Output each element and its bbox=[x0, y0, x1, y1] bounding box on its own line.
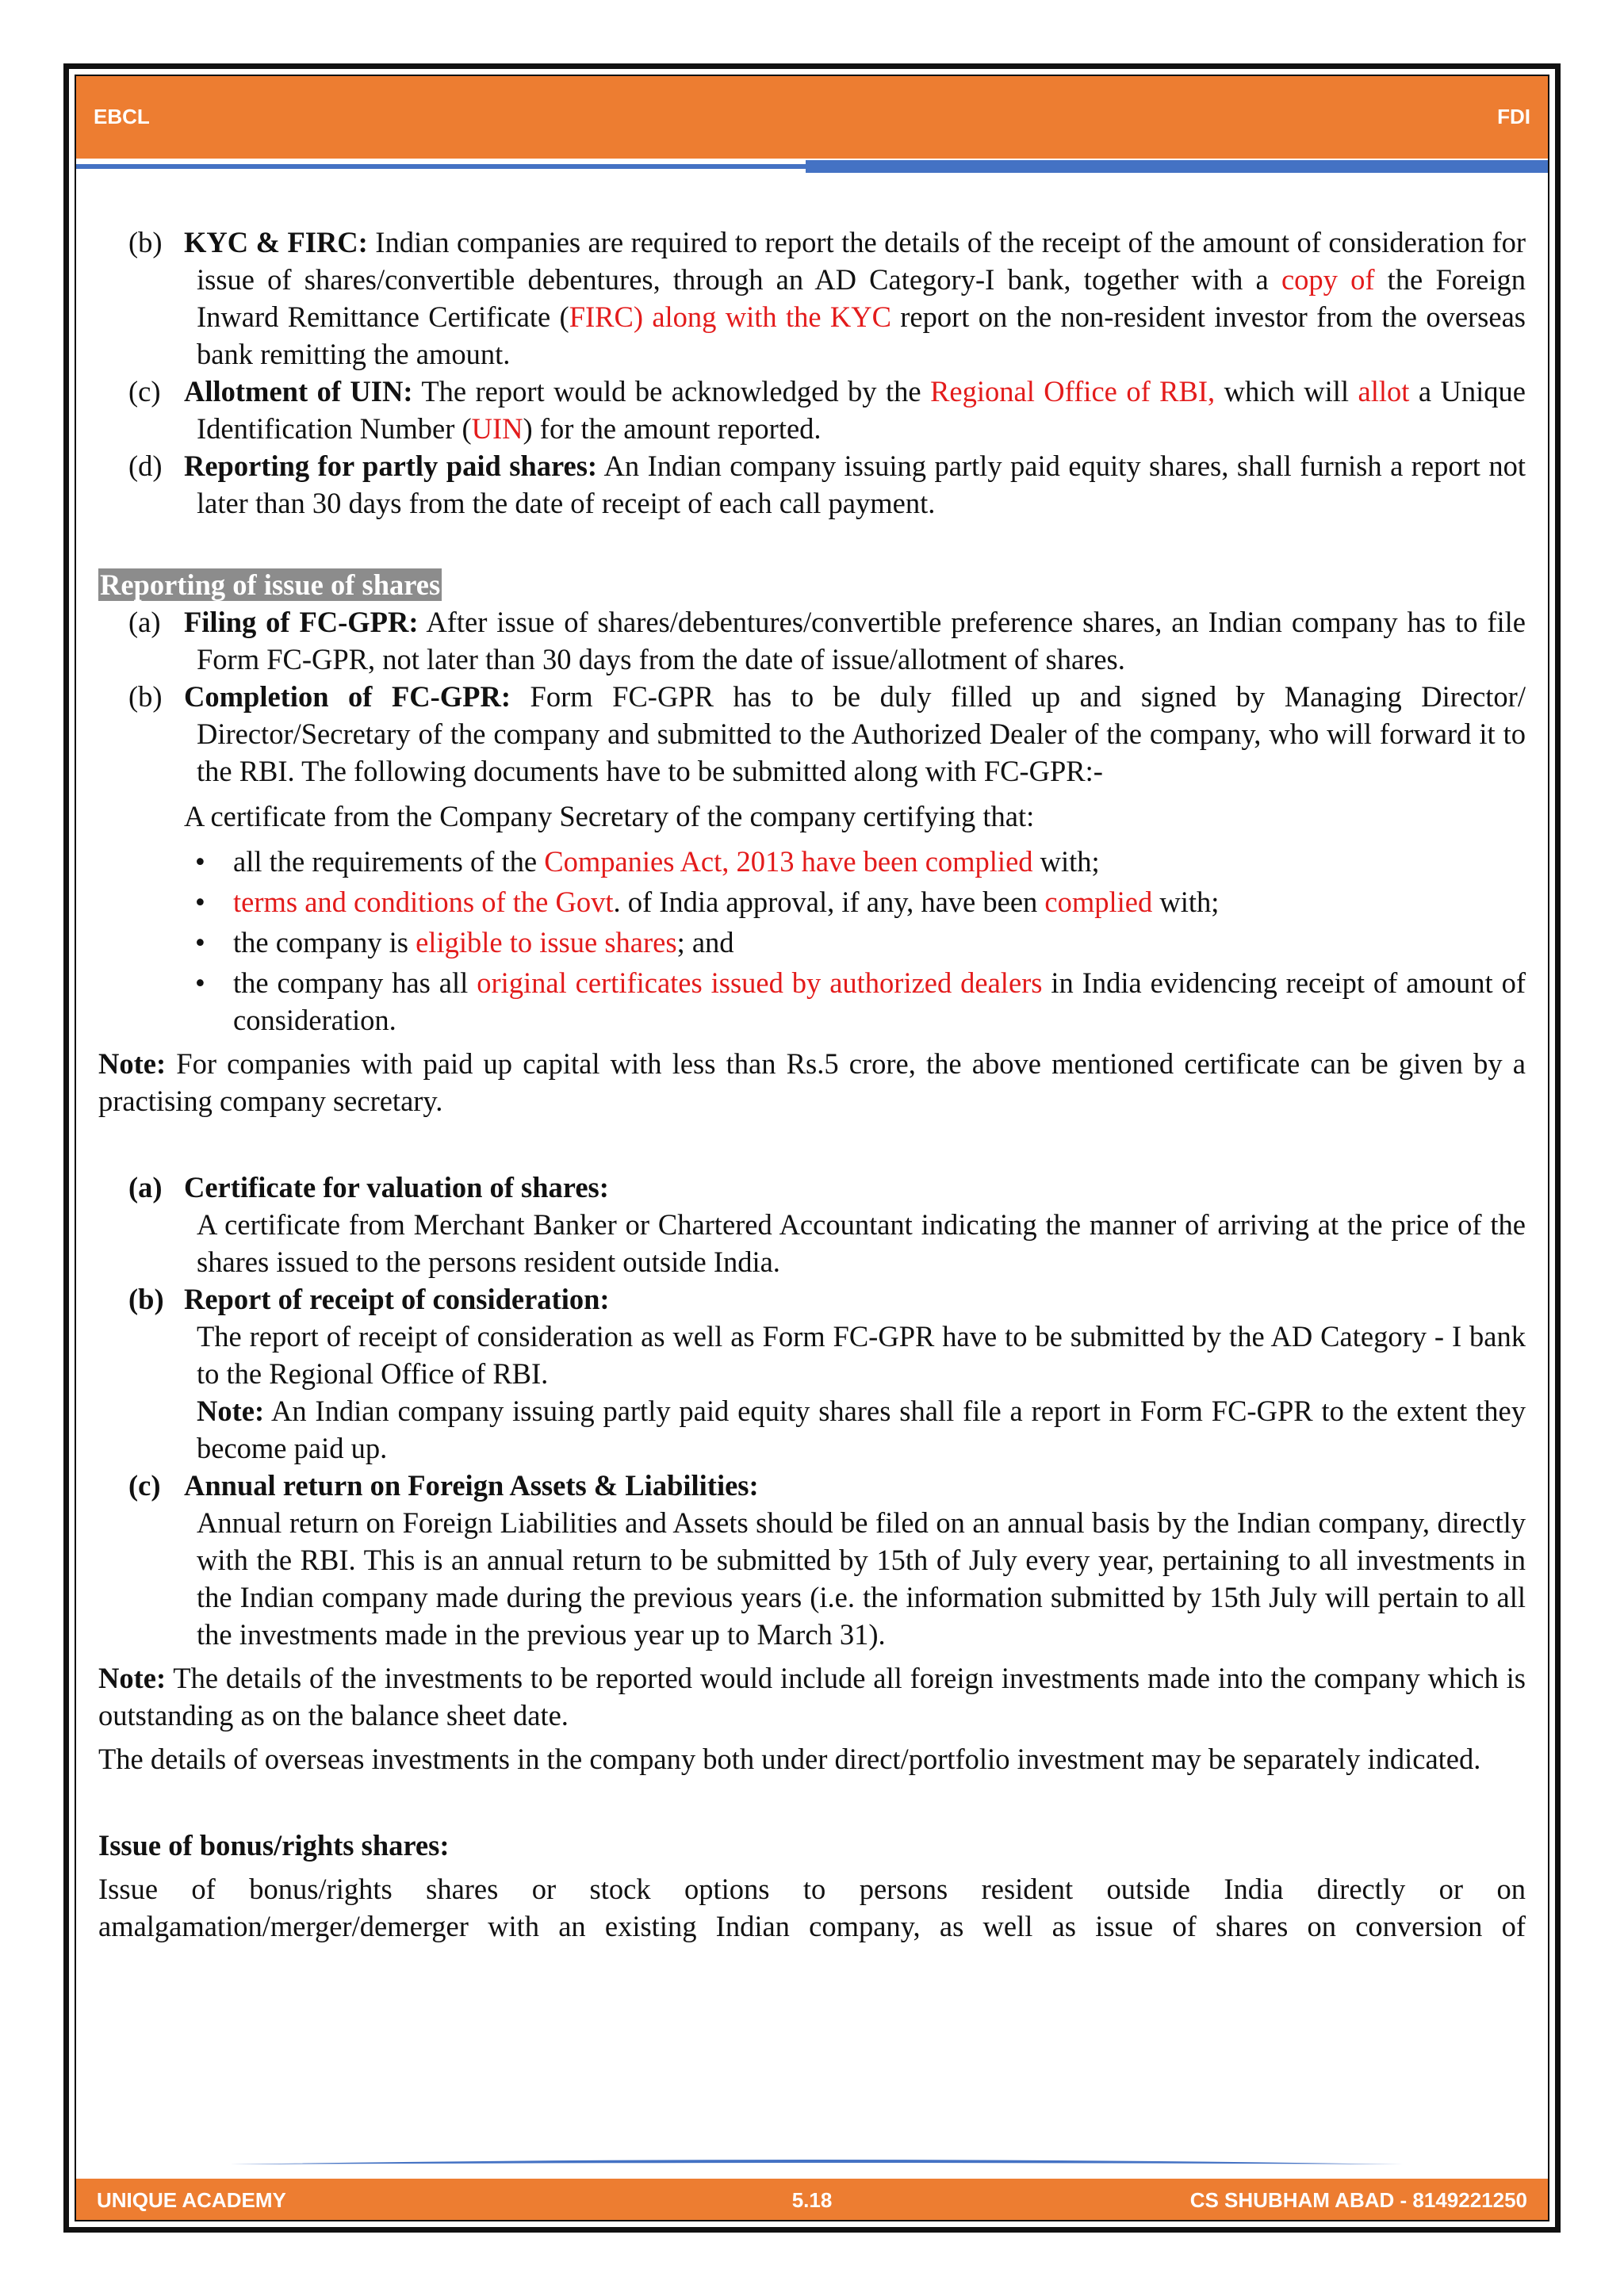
text-run: in India evidencing receipt of amount of consideration. bbox=[233, 966, 1526, 1036]
bullet-item bbox=[98, 964, 1526, 1039]
item-body: The report of receipt of consideration as well as Form FC-GPR have to be submitted by the AD Category - I bank to the Regional Office of RBI. bbox=[197, 1320, 1526, 1390]
item-title: Allotment of UIN: bbox=[184, 375, 413, 408]
item-kyc-firc bbox=[98, 224, 1526, 373]
bullet-text bbox=[233, 924, 1526, 961]
text-run: ; and bbox=[676, 926, 734, 959]
item-text bbox=[184, 603, 1526, 678]
page-header bbox=[76, 76, 1548, 159]
item-title: KYC & FIRC: bbox=[184, 226, 368, 258]
note-label: Note: bbox=[98, 1662, 167, 1694]
item-note bbox=[98, 1392, 1526, 1467]
item-label: (b) bbox=[128, 1283, 164, 1315]
highlight-text: complied bbox=[1044, 886, 1153, 918]
bullet-text bbox=[233, 883, 1526, 920]
item-filing-fc-gpr bbox=[98, 603, 1526, 678]
bullet-glyph: • bbox=[195, 966, 205, 999]
note-practising-secretary bbox=[98, 1045, 1526, 1119]
footer-left-text: UNIQUE ACADEMY bbox=[97, 2188, 286, 2212]
bullet-text bbox=[233, 964, 1526, 1039]
certificate-intro: A certificate from the Company Secretary of the company certifying that: bbox=[184, 800, 1035, 832]
highlight-text: Companies Act, 2013 have been complied bbox=[544, 845, 1033, 878]
highlight-text: original certificates issued by authorized dealers bbox=[477, 966, 1043, 999]
item-text bbox=[184, 447, 1526, 522]
item-title: Report of receipt of consideration: bbox=[184, 1283, 610, 1315]
text-run: An Indian company issuing partly paid equity shares shall file a report in Form FC-GPR to the extent they become paid up. bbox=[197, 1395, 1526, 1464]
text-run: After issue of shares/debentures/convertible preference shares, an Indian company has to file Form FC-GPR, not later than 30 days from the date of issue/allotment of shares. bbox=[197, 606, 1526, 675]
header-rule-thin bbox=[76, 164, 806, 169]
text-run: For companies with paid up capital with less than Rs.5 crore, the above mentioned certificate can be given by a practising company secretary. bbox=[98, 1047, 1526, 1117]
item-body: A certificate from Merchant Banker or Chartered Accountant indicating the manner of arriving at the price of the shares issued to the persons resident outside India. bbox=[197, 1208, 1526, 1278]
highlight-text: allot bbox=[1358, 375, 1410, 408]
text-run: . of India approval, if any, have been bbox=[613, 886, 1045, 918]
item-label: (d) bbox=[128, 450, 163, 482]
footer-right-text: CS SHUBHAM ABAD - 8149221250 bbox=[1189, 2188, 1527, 2212]
item-label: (c) bbox=[128, 375, 161, 408]
item-title: Annual return on Foreign Assets & Liabilities: bbox=[184, 1469, 759, 1502]
item-title: Completion of FC-GPR: bbox=[184, 680, 511, 713]
highlight-text: copy of bbox=[1281, 263, 1375, 296]
page-number: 5.18 bbox=[791, 2188, 833, 2212]
page-footer bbox=[76, 2179, 1548, 2220]
text-run: all the requirements of the bbox=[233, 845, 545, 878]
item-allotment-uin bbox=[98, 373, 1526, 447]
text-run: An Indian company issuing partly paid equity shares, shall furnish a report not later than 30 days from the date of receipt of each call payment. bbox=[197, 450, 1526, 519]
text-run: the company has all bbox=[233, 966, 477, 999]
paragraph-bonus-rights: Issue of bonus/rights shares or stock options to persons resident outside India directly or on amalgamation/merger/demerger with an existing Indian company, as well as issue of shares on conversion of bbox=[98, 1873, 1526, 1942]
bullet-text bbox=[233, 843, 1526, 880]
header-right-text: FDI bbox=[1497, 105, 1530, 128]
text-run: with; bbox=[1152, 886, 1220, 918]
item-completion-fc-gpr bbox=[98, 678, 1526, 790]
text-run: a Unique Identification Number ( bbox=[197, 375, 1526, 445]
item-valuation-certificate bbox=[98, 1169, 1526, 1206]
item-partly-paid bbox=[98, 447, 1526, 522]
item-receipt-consideration bbox=[98, 1280, 1526, 1318]
item-title: Certificate for valuation of shares: bbox=[184, 1171, 609, 1203]
highlight-text: terms and conditions of the Govt bbox=[233, 886, 614, 918]
item-label: (a) bbox=[128, 606, 161, 638]
item-text bbox=[184, 373, 1526, 447]
text-run: with; bbox=[1032, 845, 1100, 878]
page-content bbox=[98, 224, 1526, 1945]
highlight-text: UIN bbox=[471, 412, 523, 445]
bullet-item bbox=[98, 843, 1526, 880]
bullet-glyph: • bbox=[195, 886, 205, 918]
paragraph-overseas-investments: The details of overseas investments in the company both under direct/portfolio investment may be separately indicated. bbox=[98, 1743, 1481, 1775]
text-run: Form FC-GPR has to be duly filled up and signed by Managing Director/ Director/Secretary of the company and submitted to the Authorized Dealer of the company, who will forward it to the RBI. The following documents have to be submitted along with FC-GPR:- bbox=[197, 680, 1526, 787]
text-run: ) for the amount reported. bbox=[523, 412, 822, 445]
highlight-text: eligible to issue shares bbox=[416, 926, 677, 959]
highlight-text: Regional Office of RBI, bbox=[930, 375, 1216, 408]
header-left-text: EBCL bbox=[94, 105, 150, 128]
item-label: (a) bbox=[128, 1171, 163, 1203]
highlight-text: FIRC) along with the KYC bbox=[569, 300, 891, 333]
item-title: Filing of FC-GPR: bbox=[184, 606, 419, 638]
item-annual-return bbox=[98, 1467, 1526, 1504]
item-text bbox=[184, 678, 1526, 790]
section-heading-reporting bbox=[98, 566, 1526, 603]
text-run: The report would be acknowledged by the bbox=[412, 375, 931, 408]
item-label: (b) bbox=[128, 226, 163, 258]
text-run: Indian companies are required to report the details of the receipt of the amount of consideration for issue of shares/convertible debentures, through an AD Category-I bank, together with a bbox=[197, 226, 1526, 296]
footer-swoosh bbox=[230, 2158, 1404, 2168]
text-run: the Foreign Inward Remittance Certificate ( bbox=[197, 263, 1526, 333]
item-text bbox=[184, 224, 1526, 373]
header-rule-thick bbox=[806, 160, 1548, 173]
certificate-bullet-list bbox=[98, 843, 1526, 1039]
highlighted-heading: Reporting of issue of shares bbox=[100, 568, 441, 601]
section-heading-bonus-rights bbox=[98, 1827, 1526, 1864]
note-label: Note: bbox=[197, 1395, 265, 1427]
text-run: the company is bbox=[233, 926, 416, 959]
item-title: Reporting for partly paid shares: bbox=[184, 450, 598, 482]
note-label: Note: bbox=[98, 1047, 167, 1080]
item-label: (c) bbox=[128, 1469, 161, 1502]
bullet-glyph: • bbox=[195, 845, 205, 878]
bullet-item bbox=[98, 883, 1526, 920]
note-investments-reported bbox=[98, 1659, 1526, 1734]
text-run: The details of the investments to be reported would include all foreign investments made into the company which is outstanding as on the balance sheet date. bbox=[98, 1662, 1526, 1732]
text-run: report on the non-resident investor from the overseas bank remitting the amount. bbox=[197, 300, 1526, 370]
bullet-glyph: • bbox=[195, 926, 205, 959]
bullet-item bbox=[98, 924, 1526, 961]
text-run: which will bbox=[1215, 375, 1358, 408]
item-label: (b) bbox=[128, 680, 163, 713]
heading-text: Issue of bonus/rights shares: bbox=[98, 1829, 450, 1862]
item-body: Annual return on Foreign Liabilities and Assets should be filed on an annual basis by the Indian company, directly with the RBI. This is an annual return to be submitted by 15th of July every year, pertaining to all investments in the Indian company made during the previous years (i.e. the information submitted by 15th July will pertain to all the investments made in the previous year up to March 31). bbox=[197, 1506, 1526, 1651]
